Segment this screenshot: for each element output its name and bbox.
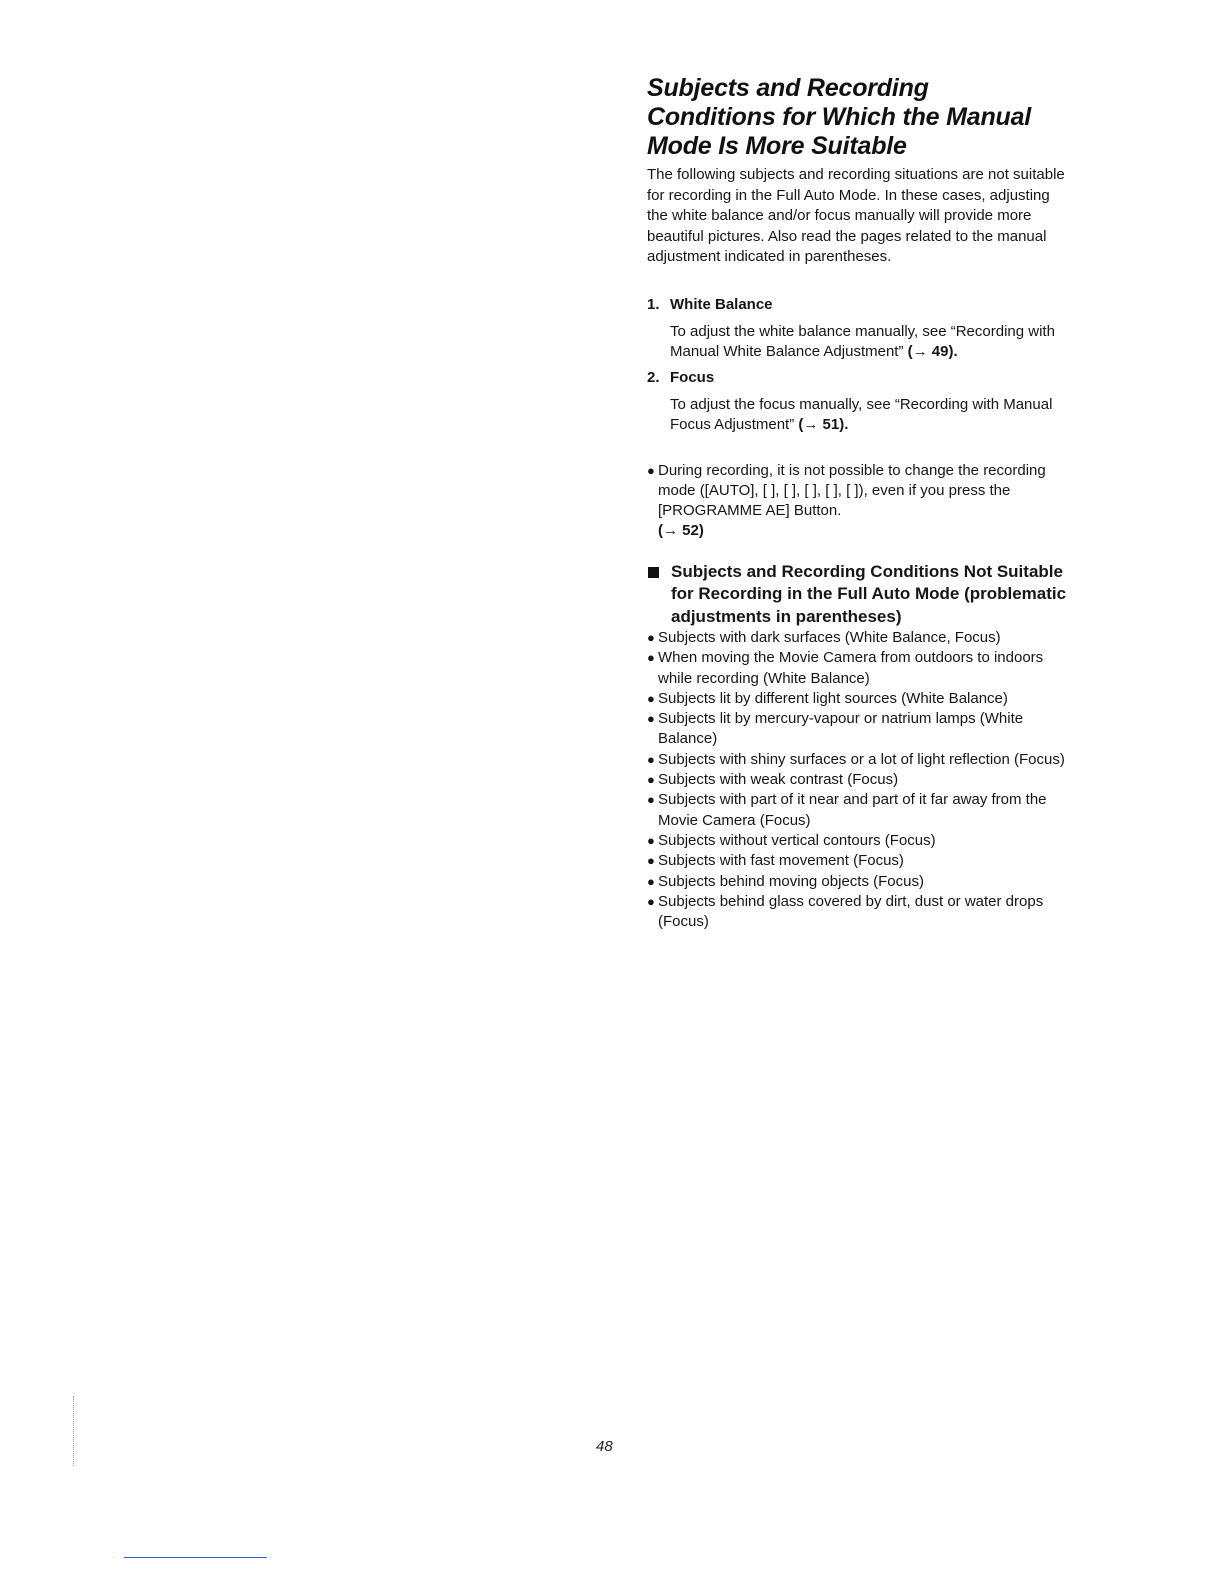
- adjustment-steps: [647, 295, 1067, 435]
- section-heading: [647, 561, 1067, 629]
- bullet-dot-icon: ●: [647, 711, 655, 727]
- bullet-dot-icon: ●: [647, 650, 655, 666]
- title-line-3: Mode Is More Suitable: [647, 132, 907, 160]
- bullet-dot-icon: ●: [647, 853, 655, 869]
- step-text: To adjust the white balance manually, see “Recording with Manual White Balance Adjustment”: [670, 322, 1055, 360]
- bullet-dot-icon: ●: [647, 462, 655, 478]
- page-title: [647, 74, 1067, 161]
- intro-paragraph: The following subjects and recording situations are not suitable for recording in the Full Auto Mode. In these cases, adjusting the white balance and/or focus manually will provide more beautiful pictures. Also read the pages related to the manual adjustment indicated in parentheses.: [647, 166, 1065, 265]
- black-square-icon: [648, 567, 659, 578]
- list-item: ● Subjects lit by different light sources (White Balance): [647, 689, 1067, 709]
- list-item: ● Subjects with fast movement (Focus): [647, 851, 1067, 871]
- step-text: To adjust the focus manually, see “Recording with Manual Focus Adjustment”: [670, 395, 1053, 433]
- note-text: During recording, it is not possible to change the recording mode ([AUTO], [ ], [ ], [ ], [ ], [ ]), even if you press the [PROGRAMME AE] Button.: [658, 461, 1046, 519]
- page-number: 48: [596, 1438, 613, 1455]
- unsuitable-conditions-list: [647, 628, 1067, 932]
- bullet-dot-icon: ●: [647, 751, 655, 767]
- list-item: ● Subjects lit by mercury-vapour or natrium lamps (White Balance): [647, 709, 1067, 750]
- list-item: ● Subjects behind moving objects (Focus): [647, 872, 1067, 892]
- page-edge-line: [124, 1557, 267, 1558]
- margin-dots: [73, 1396, 75, 1466]
- bullet-dot-icon: ●: [647, 772, 655, 788]
- bullet-dot-icon: ●: [647, 690, 655, 706]
- step-title: Focus: [670, 368, 715, 386]
- step-white-balance: [647, 295, 1067, 362]
- bullet-dot-icon: ●: [647, 873, 655, 889]
- list-item: ● Subjects without vertical contours (Focus): [647, 831, 1067, 851]
- bullet-dot-icon: ●: [647, 792, 655, 808]
- bullet-dot-icon: ●: [647, 893, 655, 909]
- title-line-1: Subjects and Recording: [647, 74, 929, 102]
- step-number: 1.: [647, 295, 660, 313]
- bullet-dot-icon: ●: [647, 630, 655, 645]
- page-reference: (→ 52): [658, 521, 704, 539]
- list-item: ● Subjects with weak contrast (Focus): [647, 770, 1067, 790]
- list-item: ● Subjects with part of it near and part of it far away from the Movie Camera (Focus): [647, 790, 1067, 831]
- bullet-dot-icon: ●: [647, 832, 655, 848]
- title-line-2: Conditions for Which the Manual: [647, 103, 1032, 131]
- list-item: ● Subjects with shiny surfaces or a lot of light reflection (Focus): [647, 750, 1067, 770]
- content-column: [647, 74, 1067, 932]
- recording-mode-note: [647, 461, 1067, 541]
- list-item: ● Subjects behind glass covered by dirt, dust or water drops (Focus): [647, 892, 1067, 933]
- list-item: ● Subjects with dark surfaces (White Balance, Focus): [647, 628, 1067, 648]
- step-title: White Balance: [670, 295, 773, 313]
- page-reference: (→ 51).: [798, 415, 849, 433]
- section-title: Subjects and Recording Conditions Not Suitable for Recording in the Full Auto Mode (problematic adjustments in parentheses): [671, 561, 1067, 626]
- list-item: ● When moving the Movie Camera from outdoors to indoors while recording (White Balance): [647, 648, 1067, 689]
- page-reference: (→ 49).: [907, 342, 958, 360]
- step-number: 2.: [647, 368, 660, 386]
- step-focus: [647, 368, 1067, 435]
